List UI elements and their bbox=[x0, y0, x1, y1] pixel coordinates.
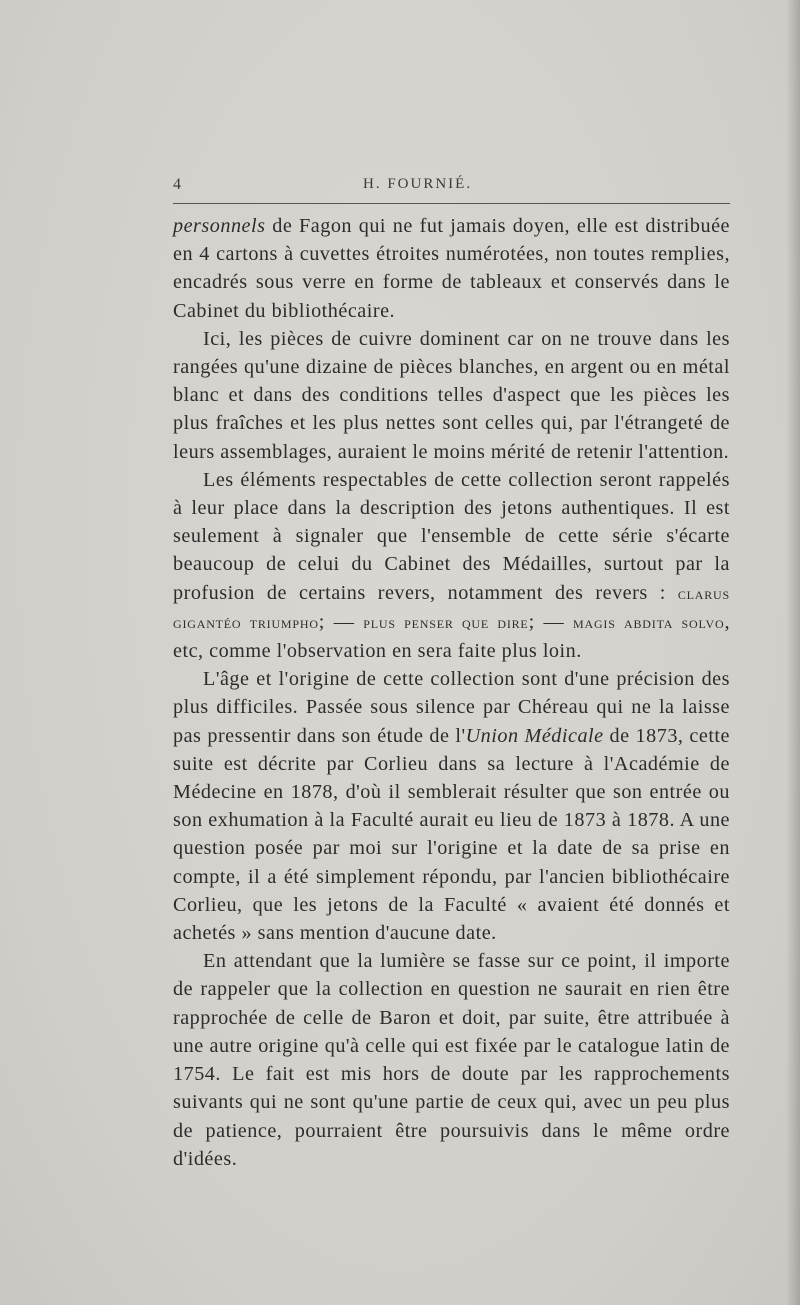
paragraph-5 bbox=[173, 947, 730, 1173]
page-number: 4 bbox=[173, 176, 181, 193]
paragraph-3 bbox=[173, 466, 730, 665]
running-head: H. FOURNIÉ. bbox=[363, 176, 473, 192]
paragraph-1 bbox=[173, 212, 730, 325]
paragraph-text: En attendant que la lumière se fasse sur ce point, il importe de rappeler que la collection en question ne saurait en rien être rapprochée de celle de Baron et doit, par suite, être attribuée à une autre origine qu'à celle qui est fixée par le catalogue latin de 1754. Le fait est mis hors de doute par les rapprochements suivants qui ne sont qu'une partie de ceux qui, avec un peu plus de patience, pourraient être poursuivis dans le même ordre d'idées. bbox=[173, 950, 730, 1170]
journal-title: Union Médicale bbox=[465, 724, 604, 747]
paragraph-2 bbox=[173, 325, 730, 466]
paragraph-text: , etc, comme l'observation en sera faite plus loin. bbox=[173, 610, 730, 663]
motto-3: magis abdita solvo bbox=[573, 612, 725, 632]
separator: ; — bbox=[318, 610, 364, 633]
paragraph-text: Ici, les pièces de cuivre dominent car on ne trouve dans les rangées qu'une dizaine de pièces blanches, en argent ou en métal blanc et dans des conditions telles d'aspect que les pièces les plus fraîches et les plus nettes sont celles qui, par l'étrangeté de leurs assemblages, auraient le moins mérité de retenir l'attention. bbox=[173, 327, 730, 463]
motto-1: clarus gigantéo triumpho bbox=[173, 583, 730, 632]
scan-edge-shadow bbox=[786, 0, 800, 1305]
paragraph-4 bbox=[173, 665, 730, 947]
paragraph-text: de 1873, cette suite est décrite par Corlieu dans sa lecture à l'Académie de Médecine en 1878, d'où il semblerait résulter que son entrée ou son exhumation à la Faculté aurait eu lieu de 1873 à 1878. A une question posée par moi sur l'origine et la date de sa prise en compte, il a été simplement répondu, par l'ancien bibliothécaire Corlieu, que les jetons de la Faculté « avaient été donnés et achetés » sans mention d'aucune date. bbox=[173, 724, 730, 945]
paragraph-text: de Fagon qui ne fut jamais doyen, elle est distribuée en 4 cartons à cuvettes étroites numérotées, non toutes remplies, encadrés sous verre en forme de tableaux et conservés dans le Cabinet du bibliothécaire. bbox=[173, 215, 730, 322]
paragraph-text: L'âge et l'origine de cette collection sont d'une précision des plus difficiles. Passée sous silence par Chéreau qui ne la laisse pas pressentir dans son étude de l' bbox=[173, 668, 730, 747]
header-rule bbox=[173, 203, 730, 204]
paragraph-text: Les éléments respectables de cette collection seront rappelés à leur place dans la description des jetons authentiques. Il est seulement à signaler que l'ensemble de cette série s'écarte beaucoup de celui du Cabinet des Médailles, surtout par la profusion de certains revers, notamment des revers : bbox=[173, 468, 730, 604]
page-header bbox=[173, 176, 730, 200]
motto-2: plus penser que dire bbox=[363, 612, 529, 632]
italic-word: personnels bbox=[173, 215, 266, 237]
body-text bbox=[173, 212, 730, 1173]
separator: ; — bbox=[528, 610, 574, 633]
